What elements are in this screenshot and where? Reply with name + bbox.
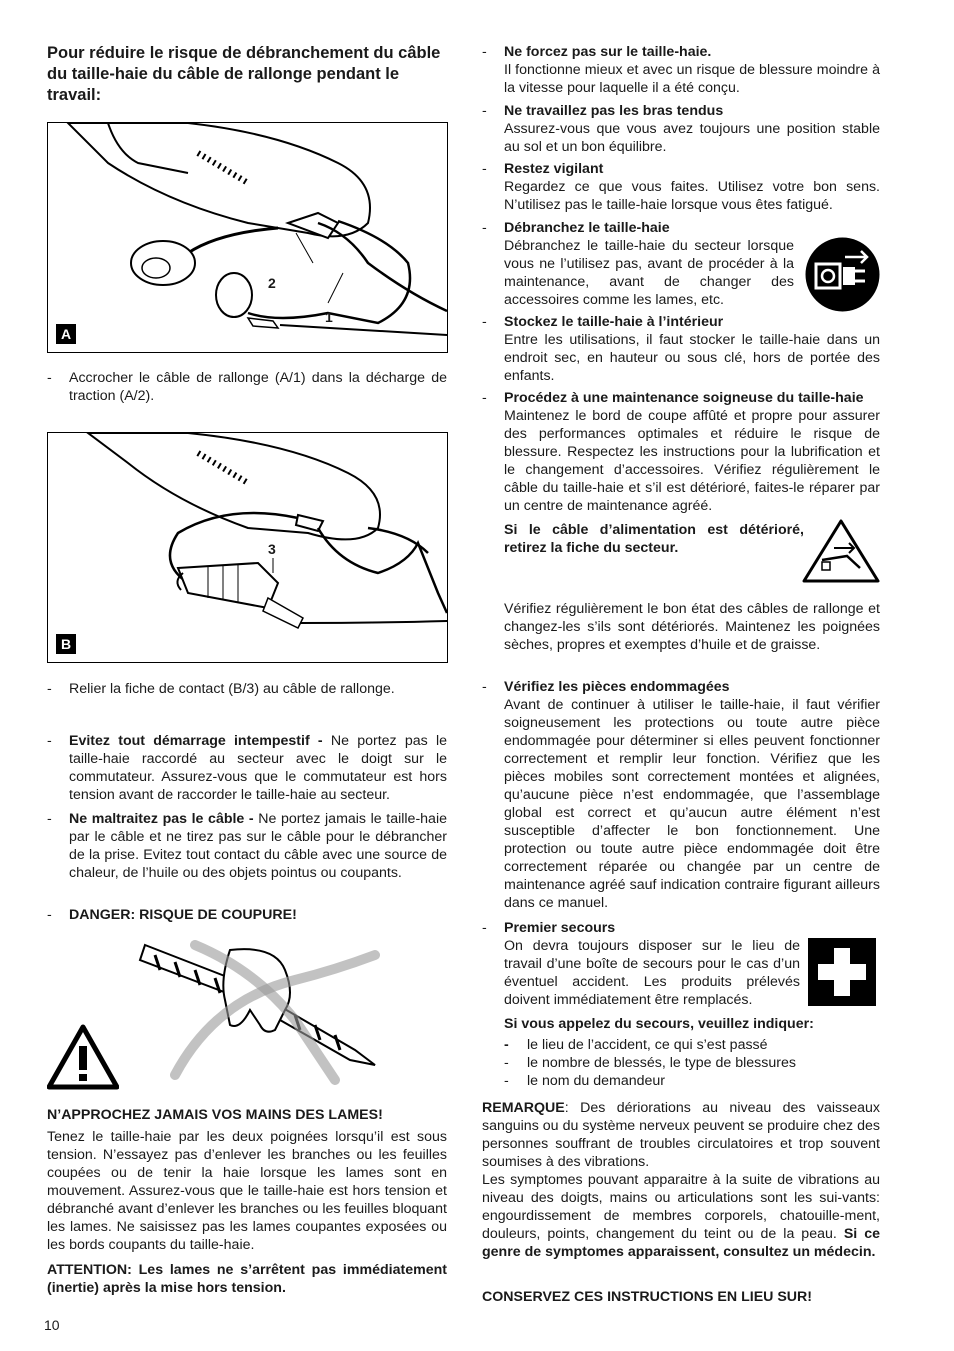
figure-a bbox=[47, 122, 448, 353]
remarque-paragraph: REMARQUE: Des dériorations au niveau des vaisseaux sanguins ou du système nerveux peuvent se produire chez des personnes souffrant de troubles circulatoires et trop souvent soumises à des vibrations. bbox=[482, 1100, 880, 1170]
item-pieces: - Vérifiez les pièces endommagées Avant de continuer à utiliser le taille-haie, il faut vérifier soigneusement les protections ou toute autre pièce endommagée pour déterminer si elles peuvent fonctionner correctement et remplir leur fonction. Vérifiez que les pièces mobiles sont correctement montées et alignées, qu’aucune pièce n’est endommagée, que l’assemblage global est correct et qu’aucun autre élément n’est susceptible d’affecter le bon fonctionnement. Une protection ou toute autre pièce endommagée doit être correctement réparée ou changée par un centre de maintenance agréé sauf indication contraire figurant ailleurs dans ce manuel. bbox=[482, 679, 880, 911]
item-bras-tendus: - Ne travaillez pas les bras tendus Assurez-vous que vous avez toujours une position stable au sol et un bon équilibre. bbox=[482, 103, 880, 155]
list-item: - le lieu de l’accident, ce qui s’est passé bbox=[504, 1037, 768, 1053]
unplug-icon bbox=[805, 237, 880, 312]
figure-b-illustration bbox=[48, 433, 447, 662]
list-item-a: - Accrocher le câble de rallonge (A/1) dans la décharge de traction (A/2). bbox=[47, 370, 447, 404]
list-item-b: - Relier la fiche de contact (B/3) au câble de rallonge. bbox=[47, 681, 395, 697]
item-maintenance: - Procédez à une maintenance soigneuse du taille-haie Maintenez le bord de coupe affûté et propre pour assurer des performances optimales et réduire le risque de blessure. Respectez les instructions pour la lubrification et le changement d’accessoires. Vérifiez régulièrement le câble du taille-haie et s’il est détérioré, faites-le réparer par un centre de maintenance agréé. Si le câble d’alimentation est détérioré, retirez la fiche du secteur. bbox=[482, 390, 880, 556]
warning-heading: N’APPROCHEZ JAMAIS VOS MAINS DES LAMES! bbox=[47, 1107, 383, 1123]
list-item-danger: - DANGER: RISQUE DE COUPURE! bbox=[47, 907, 297, 923]
list-item-demarrage: - Evitez tout démarrage intempestif - Ne portez pas le taille-haie raccordé au secteur avec le doigt sur le commutateur. Assurez-vous que le commutateur est hors tension avant de raccorder le taille-haie au secteur. bbox=[47, 733, 447, 803]
callout-1: 1 bbox=[325, 309, 333, 325]
first-aid-icon bbox=[808, 938, 876, 1006]
item-vigilant: - Restez vigilant Regardez ce que vous faites. Utilisez votre bon sens. N’utilisez pas le taille-haie lorsque vous êtes fatigué. bbox=[482, 161, 880, 213]
figure-b-label: B bbox=[56, 634, 76, 654]
callout-2: 2 bbox=[268, 275, 276, 291]
secours-list bbox=[504, 1036, 880, 1090]
item-premier-secours: - Premier secours On devra toujours disposer sur le lieu de travail d’une boîte de secours pour le cas d’un éventuel accident. Les produits prélevés doivent immédiatement être remplacés. Si vous appelez du secours, veuillez indiquer: bbox=[482, 920, 814, 1032]
warning-triangle-icon bbox=[47, 1024, 119, 1090]
callout-3: 3 bbox=[268, 541, 276, 557]
list-item: - le nom du demandeur bbox=[504, 1073, 666, 1089]
hand-blades-illustration bbox=[135, 940, 385, 1090]
damaged-cable-warning-icon bbox=[802, 518, 880, 584]
list-item: - le nombre de blessés, le type de blessures bbox=[504, 1055, 796, 1071]
figure-a-illustration bbox=[48, 123, 447, 352]
item-ne-forcez: - Ne forcez pas sur le taille-haie. Il fonctionne mieux et avec un risque de blessure moindre à la vitesse pour laquelle il a été conçu. bbox=[482, 44, 880, 96]
item-rallonges: Vérifiez régulièrement le bon état des câbles de rallonge et changez-les s’ils sont détériorés. Maintenez les poignées sèches, propres et exemptes d’huile et de graisse. bbox=[504, 601, 880, 653]
page-number: 10 bbox=[44, 1317, 60, 1333]
item-debranchez: - Débranchez le taille-haie Débranchez le taille-haie du secteur lorsque vous ne l’utilisez pas, avant de procéder à la maintenance, avant de changer des accessoires comme les lames, etc. bbox=[482, 220, 794, 308]
conservez-text: CONSERVEZ CES INSTRUCTIONS EN LIEU SUR! bbox=[482, 1289, 813, 1305]
figure-a-label: A bbox=[56, 324, 76, 344]
section-heading: Pour réduire le risque de débranchement du câble du taille-haie du câble de rallonge pendant le travail: bbox=[47, 44, 441, 104]
item-stockez: - Stockez le taille-haie à l’intérieur Entre les utilisations, il faut stocker le taille-haie dans un endroit sec, en hauteur ou sous clé, hors de portée des enfants. bbox=[482, 314, 880, 384]
attention-text: ATTENTION: Les lames ne s’arrêtent pas immédiatement (inertie) après la mise hors tension. bbox=[47, 1262, 447, 1296]
list-item-cable: - Ne maltraitez pas le câble - Ne portez jamais le taille-haie par le câble et ne tirez pas sur le câble pour le débrancher de la prise. Evitez tout contact du câble avec une source de chaleur, de l’huile ou des objets pointus ou coupants. bbox=[47, 811, 447, 881]
warning-text: Tenez le taille-haie par les deux poignées lorsqu’il est sous tension. N’essayez pas d’enlever les branches ou les feuilles coupées ou de tenir la haie lorsque les lames sont en mouvement. Assurez-vous que le taille-haie est hors tension et débranché avant d’enlever les branches ou les feuilles bloquant les lames. Ne saisissez pas les lames coupantes exposées ou les bords coupants du taille-haie. bbox=[47, 1129, 447, 1253]
symptomes-paragraph: Les symptomes pouvant apparaitre à la suite de vibrations au niveau des doigts, mains ou articulations sont les sui-vants: engourdissement de membres corporels, chatouille-ment, douleurs, points, changement du teint ou de la peau. Si ce genre de symptomes apparaissent, consultez un médecin. bbox=[482, 1172, 880, 1260]
figure-b bbox=[47, 432, 448, 663]
